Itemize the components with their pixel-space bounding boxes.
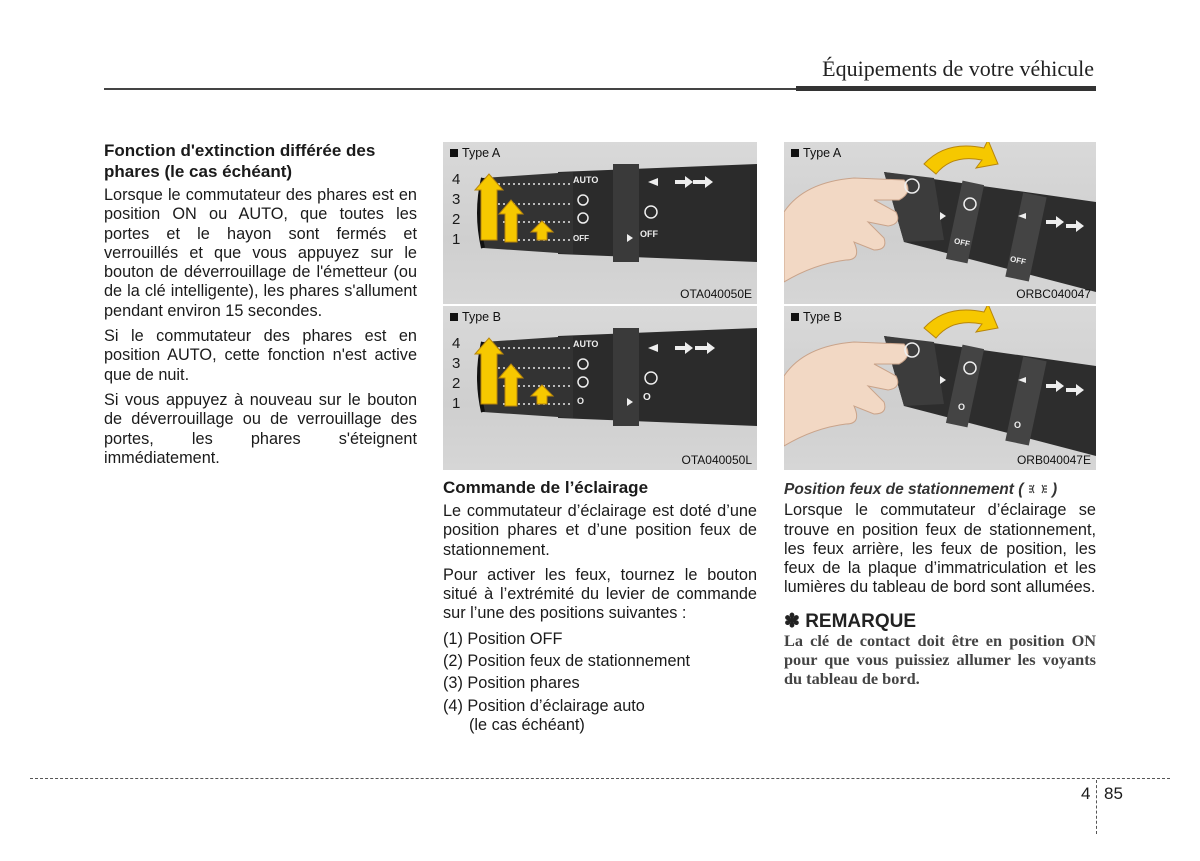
figure-code: ORB040047E (1016, 453, 1091, 467)
header-rule-accent (796, 86, 1096, 91)
mark-off-symbol-second: O (1014, 420, 1022, 430)
figure-type-label: Type A (791, 146, 841, 160)
chapter-number: 4 (1081, 784, 1091, 803)
parking-position-heading: Position feux de stationnement ( ) (784, 481, 1058, 498)
list-item: (4) Position d’éclairage auto (443, 696, 645, 715)
paragraph: Le commutateur d’éclairage est doté d’une position phares et d’une position feux de stationnement. (443, 502, 757, 559)
position-label-1: 1 (452, 395, 461, 412)
paragraph: Si vous appuyez à nouveau sur le bouton de déverrouillage ou de verrouillage des portes, les phares s'éteignent immédiatement. (104, 390, 417, 467)
paragraph: Lorsque le commutateur d’éclairage se trouve en position feux de stationnement, les feux arrière, les feux de position, les feux de la plaque d’immatriculation et les lumières du tableau de bord sont allumées. (784, 501, 1096, 597)
figure-code: ORBC040047 (1016, 287, 1091, 301)
position-list (443, 630, 757, 735)
position-label-3: 3 (452, 355, 461, 372)
list-item: (2) Position feux de stationnement (443, 652, 691, 671)
list-item: (3) Position phares (443, 674, 580, 693)
mark-off: OFF (953, 236, 971, 249)
note-title: ✽ REMARQUE (784, 610, 917, 632)
figure-code: OTA040050E (680, 287, 752, 301)
running-header: Équipements de votre véhicule (822, 56, 1094, 81)
mark-off-second: OFF (1009, 254, 1027, 267)
page-number: 85 (1104, 784, 1123, 803)
paragraph: Pour activer les feux, tournez le bouton situé à l’extrémité du levier de commande sur l’une des positions suivantes : (443, 565, 757, 623)
paragraph: Si le commutateur des phares est en position AUTO, cette fonction n'est active que de nuit. (104, 327, 417, 384)
parking-light-icon (1028, 483, 1048, 495)
middle-column (443, 477, 757, 738)
list-item: (le cas échéant) (469, 715, 585, 734)
position-label-3: 3 (452, 191, 461, 208)
stalk-illustration (443, 142, 757, 304)
mark-off-small: OFF (573, 234, 589, 243)
footer-rule (30, 778, 1170, 779)
figure-type-label: Type B (791, 310, 842, 324)
figure-stalk-type-b (443, 306, 757, 470)
section-heading-lighting-control: Commande de l’éclairage (443, 478, 649, 497)
paragraph: Lorsque le commutateur des phares est en position ON ou AUTO, que toutes les portes et le hayon sont fermés et verrouillés et que vous appuyez sur le bouton de déverrouillage de l'émetteur (ou de la clé intelligente), les phares s'allument pendant environ 15 secondes. (104, 186, 417, 320)
figure-hand-type-a (784, 142, 1096, 304)
mark-auto: AUTO (573, 339, 599, 349)
position-label-4: 4 (452, 171, 461, 188)
figure-type-label: Type A (450, 146, 500, 160)
position-label-1: 1 (452, 231, 461, 248)
stalk-illustration (443, 306, 757, 470)
section-heading-delayed-off: Fonction d'extinction différée des phares (le cas échéant) (104, 141, 376, 181)
right-column (784, 480, 1096, 688)
hand-turning-knob-illustration (784, 142, 1096, 304)
mark-auto: AUTO (573, 175, 599, 185)
figure-type-label: Type B (450, 310, 501, 324)
note-body: La clé de contact doit être en position ON pour que vous puissiez allumer les voyants du tableau de bord. (784, 631, 1096, 689)
mark-off-symbol: O (958, 402, 966, 412)
mark-off-symbol-small: O (577, 396, 585, 406)
hand-turning-knob-illustration (784, 306, 1096, 470)
figure-hand-type-b (784, 306, 1096, 470)
position-label-2: 2 (452, 211, 461, 228)
figure-stalk-type-a (443, 142, 757, 304)
footer-divider (1096, 780, 1097, 834)
figure-code: OTA040050L (681, 453, 752, 467)
mark-off-symbol: O (643, 392, 651, 403)
position-label-4: 4 (452, 335, 461, 352)
mark-off: OFF (640, 229, 658, 239)
left-column (104, 140, 417, 474)
list-item: (1) Position OFF (443, 629, 563, 648)
position-label-2: 2 (452, 375, 461, 392)
